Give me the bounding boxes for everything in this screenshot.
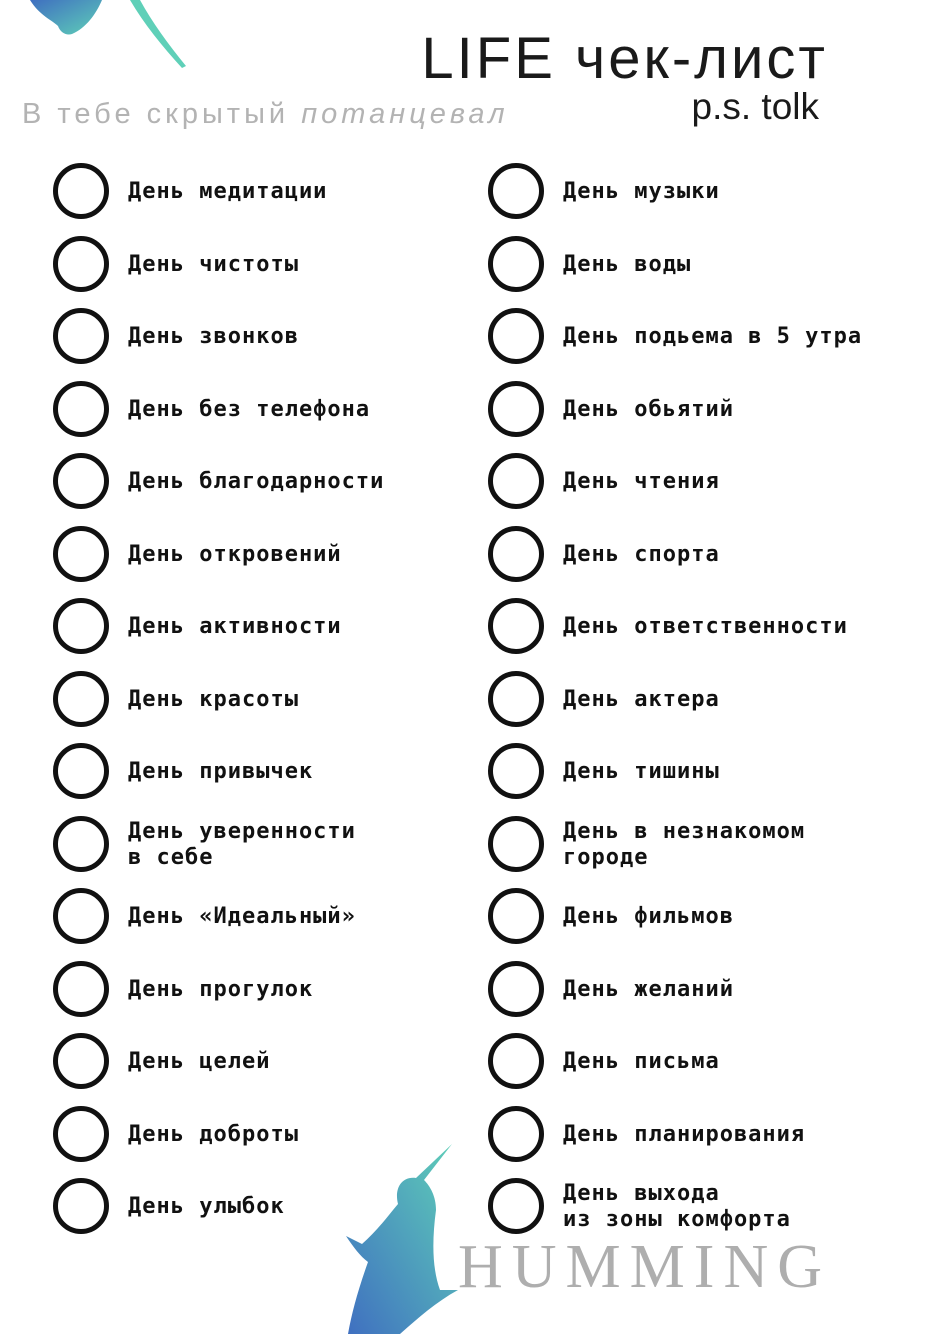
checklist-item-label: День доброты bbox=[128, 1122, 299, 1147]
checklist-item[interactable] bbox=[488, 453, 908, 511]
checklist-item-label: День письма bbox=[563, 1049, 720, 1074]
checklist-item[interactable] bbox=[488, 526, 908, 584]
brand-logo-text: HUMMING bbox=[458, 1233, 831, 1301]
checklist-item-label: День чтения bbox=[563, 469, 720, 494]
checklist-item-label: День уверенности в себе bbox=[128, 819, 356, 870]
checklist-item-label: День фильмов bbox=[563, 904, 734, 929]
page-subtitle: p.s. tolk bbox=[691, 86, 819, 127]
checklist-item[interactable] bbox=[488, 888, 908, 946]
checklist-item[interactable] bbox=[488, 816, 908, 874]
checkbox-circle[interactable] bbox=[53, 598, 109, 654]
checkbox-circle[interactable] bbox=[53, 961, 109, 1017]
checklist-item-label: День откровений bbox=[128, 542, 342, 567]
checklist-item-label: День «Идеальный» bbox=[128, 904, 356, 929]
checkbox-circle[interactable] bbox=[53, 1033, 109, 1089]
tagline bbox=[22, 100, 509, 129]
checklist-item-label: День активности bbox=[128, 614, 342, 639]
checklist-item[interactable] bbox=[488, 961, 908, 1019]
checklist-item-label: День актера bbox=[563, 687, 720, 712]
checklist-item-label: День выхода из зоны комфорта bbox=[563, 1181, 791, 1232]
checkbox-circle[interactable] bbox=[53, 308, 109, 364]
checklist-item[interactable] bbox=[53, 816, 473, 874]
hummingbird-bottom-icon bbox=[340, 1140, 470, 1334]
checkbox-circle[interactable] bbox=[488, 816, 544, 872]
checklist-item[interactable] bbox=[53, 671, 473, 729]
checklist-item-label: День чистоты bbox=[128, 252, 299, 277]
checklist-item-label: День ответственности bbox=[563, 614, 848, 639]
checkbox-circle[interactable] bbox=[53, 816, 109, 872]
checkbox-circle[interactable] bbox=[488, 743, 544, 799]
checklist-item-label: День улыбок bbox=[128, 1194, 285, 1219]
checkbox-circle[interactable] bbox=[488, 308, 544, 364]
checklist-item[interactable] bbox=[53, 888, 473, 946]
checkbox-circle[interactable] bbox=[488, 1178, 544, 1234]
checkbox-circle[interactable] bbox=[488, 1106, 544, 1162]
checkbox-circle[interactable] bbox=[488, 453, 544, 509]
checkbox-circle[interactable] bbox=[488, 961, 544, 1017]
checkbox-circle[interactable] bbox=[53, 888, 109, 944]
checklist-item[interactable] bbox=[53, 453, 473, 511]
checkbox-circle[interactable] bbox=[488, 1033, 544, 1089]
checklist-item[interactable] bbox=[488, 743, 908, 801]
hummingbird-top-icon bbox=[0, 0, 200, 80]
checkbox-circle[interactable] bbox=[488, 381, 544, 437]
checkbox-circle[interactable] bbox=[53, 381, 109, 437]
checklist-item[interactable] bbox=[488, 1106, 908, 1164]
checkbox-circle[interactable] bbox=[488, 671, 544, 727]
checklist-item-label: День прогулок bbox=[128, 977, 314, 1002]
checklist-item[interactable] bbox=[488, 381, 908, 439]
checklist-item-label: День музыки bbox=[563, 179, 720, 204]
checklist-item-label: День без телефона bbox=[128, 397, 371, 422]
checkbox-circle[interactable] bbox=[53, 526, 109, 582]
checklist-item[interactable] bbox=[53, 1033, 473, 1091]
checkbox-circle[interactable] bbox=[488, 888, 544, 944]
checkbox-circle[interactable] bbox=[53, 163, 109, 219]
checklist-item[interactable] bbox=[488, 236, 908, 294]
checkbox-circle[interactable] bbox=[53, 236, 109, 292]
checklist-item[interactable] bbox=[53, 1106, 473, 1164]
checkbox-circle[interactable] bbox=[488, 598, 544, 654]
checklist-item-label: День целей bbox=[128, 1049, 271, 1074]
checklist-item-label: День подьема в 5 утра bbox=[563, 324, 863, 349]
checkbox-circle[interactable] bbox=[488, 526, 544, 582]
checklist-item[interactable] bbox=[53, 1178, 473, 1236]
checklist-item[interactable] bbox=[488, 598, 908, 656]
checklist-item-label: День планирования bbox=[563, 1122, 806, 1147]
checklist-item-label: День тишины bbox=[563, 759, 720, 784]
checklist-item[interactable] bbox=[488, 163, 908, 221]
checklist-item[interactable] bbox=[488, 1178, 908, 1236]
checklist-item[interactable] bbox=[488, 671, 908, 729]
checklist-item-label: День медитации bbox=[128, 179, 328, 204]
checklist-item-label: День звонков bbox=[128, 324, 299, 349]
checklist-item-label: День в незнакомом городе bbox=[563, 819, 806, 870]
checklist-item[interactable] bbox=[53, 163, 473, 221]
tagline-plain: В тебе скрытый bbox=[22, 98, 290, 130]
checklist-item[interactable] bbox=[53, 308, 473, 366]
checklist-item-label: День привычек bbox=[128, 759, 314, 784]
checklist-item-label: День обьятий bbox=[563, 397, 734, 422]
checklist-item[interactable] bbox=[53, 526, 473, 584]
checklist-item[interactable] bbox=[53, 598, 473, 656]
page-title: LIFE чек-лист bbox=[421, 26, 828, 91]
checklist-item-label: День воды bbox=[563, 252, 692, 277]
checklist-item-label: День спорта bbox=[563, 542, 720, 567]
checklist-item[interactable] bbox=[53, 961, 473, 1019]
checklist-item[interactable] bbox=[488, 308, 908, 366]
tagline-italic: потанцевал bbox=[301, 98, 509, 130]
checkbox-circle[interactable] bbox=[53, 1106, 109, 1162]
checklist-item-label: День красоты bbox=[128, 687, 299, 712]
checklist-item[interactable] bbox=[53, 743, 473, 801]
checkbox-circle[interactable] bbox=[53, 671, 109, 727]
checklist-item-label: День желаний bbox=[563, 977, 734, 1002]
checkbox-circle[interactable] bbox=[53, 743, 109, 799]
checkbox-circle[interactable] bbox=[53, 1178, 109, 1234]
checkbox-circle[interactable] bbox=[488, 236, 544, 292]
checklist-item-label: День благодарности bbox=[128, 469, 385, 494]
checkbox-circle[interactable] bbox=[53, 453, 109, 509]
checklist-item[interactable] bbox=[53, 381, 473, 439]
checklist-item[interactable] bbox=[53, 236, 473, 294]
checkbox-circle[interactable] bbox=[488, 163, 544, 219]
checklist-item[interactable] bbox=[488, 1033, 908, 1091]
